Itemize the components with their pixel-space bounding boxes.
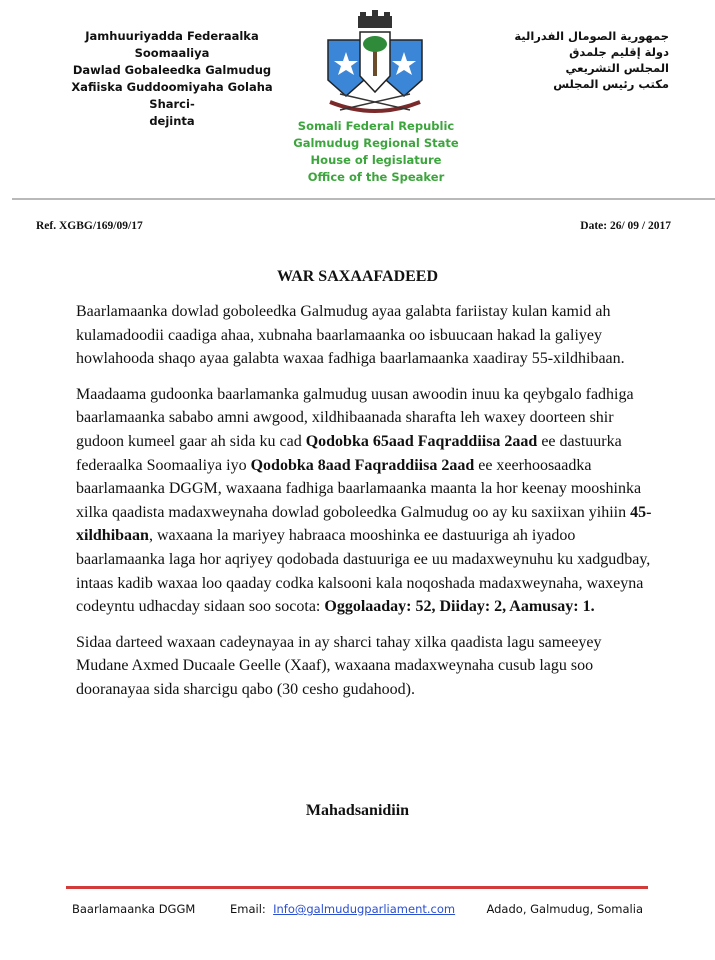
footer-org: Baarlamaanka DGGM (72, 902, 196, 916)
header-right-line: المجلس التشريعي (565, 61, 669, 75)
header-center-line: Office of the Speaker (307, 170, 445, 184)
paragraph-1: Baarlamaanka dowlad goboleedka Galmudug ayaa galabta fariistay kulan kamid ah kulamadoodii caadiga ahaa, xubnaha baarlamaanka oo isbuucaan hakad la galiyey howlahooda shaqo ayaa galabta waxaa fadhiga baarlamaanka xaadiray 55-xildhibaan. (76, 303, 625, 368)
header-right-arabic (469, 28, 669, 92)
paragraph-3: Sidaa darteed waxaan cadeynayaa in ay sharci tahay xilka qaadista lagu sameeyey Mudane Axmed Ducaale Geelle (Xaaf), waxaana madaxweynaha cusub lagu soo dooranayaa sida sharcigu qabo (30 cesho gudahood). (76, 633, 602, 698)
footer-divider (66, 886, 648, 889)
header-left-line: Jamhuuriyadda Federaalka Soomaaliya (85, 29, 259, 60)
header-left-line: Xafiiska Guddoomiyaha Golaha Sharci- (71, 80, 273, 111)
paragraph-2 (76, 383, 656, 619)
email-label: Email: (230, 902, 266, 916)
header-right-line: دولة إقليم جلمدق (569, 45, 669, 59)
p2-text: Maadaama gudoonka baarlamanka galmudug uusan awoodin inuu ka qeybgalo fadhiga baarlamaanka sababo amni awgood, xildhibaanada sharafta leh waxey doorteen shir gudoon kumeel gaar ah sida ku cad (76, 385, 634, 450)
header-divider (12, 198, 715, 200)
header-center-line: House of legislature (310, 153, 442, 167)
closing-thanks: Mahadsanidiin (305, 802, 410, 819)
document-date: Date: 26/ 09 / 2017 (580, 220, 671, 232)
p2-text: ee dastuurka federaalka Soomaaliya iyo (76, 432, 622, 474)
vote-result: Oggolaaday: 52, Diiday: 2, Aamusay: 1. (324, 598, 595, 616)
header-center-english (270, 118, 482, 186)
header-center-line: Galmudug Regional State (293, 136, 459, 150)
p2-text: , waxaana la mariyey habraaca mooshinka ee dastuuriga ah iyadoo baarlamaanka laga hor aqriyey qodobada dastuuriga ee uu madaxweynuhu ku xadgudbay, intaas kadib waxaa loo qaaday codka kalsooni kala noqoshada madaxweynaha, waxeyna codeyntu udhacday sidaan soo socota: (76, 527, 651, 616)
footer-email (230, 902, 455, 916)
reference-number: Ref. XGBG/169/09/17 (36, 220, 143, 232)
p2-bold: 45-xildhibaan (76, 503, 652, 545)
p2-bold: Qodobka 65aad Faqraddiisa 2aad (305, 432, 538, 450)
header-left-line: Dawlad Gobaleedka Galmudug (72, 63, 272, 77)
document-body (76, 300, 656, 714)
footer-location: Adado, Galmudug, Somalia (486, 902, 643, 916)
header-center-line: Somali Federal Republic (297, 119, 455, 133)
header-right-line: مكتب رئيس المجلس (553, 77, 669, 91)
p2-text: ee xeerhoosaadka baarlamaanka DGGM, waxaana fadhiga baarlamaanka maanta la hor keenay mooshinka xilka qaadista madaxweynaha dowlad goboleedka Galmudug oo ay ku saxiixan yihiin (76, 456, 642, 521)
header-left-line: dejinta (149, 114, 195, 128)
header-left-somali (52, 28, 292, 130)
coat-of-arms-icon (320, 10, 430, 120)
p2-bold: Qodobka 8aad Faqraddiisa 2aad (250, 456, 475, 474)
document-title: WAR SAXAAFADEED (276, 268, 439, 285)
header-right-line: جمهورية الصومال الفدرالية (514, 29, 669, 43)
email-link[interactable]: Info@galmudugparliament.com (273, 902, 456, 916)
